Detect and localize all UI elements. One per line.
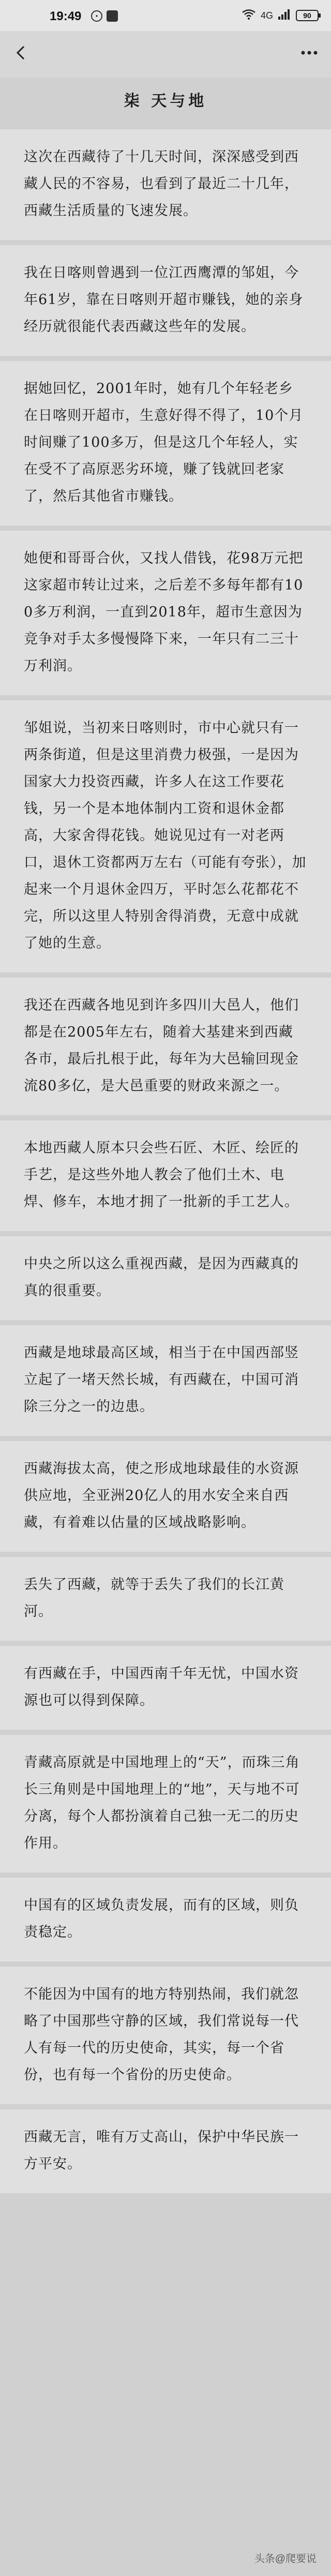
paragraph: 据她回忆，2001年时，她有几个年轻老乡在日喀则开超市，生意好得不得了，10个月时间赚了100多万，但是这几个年轻人，实在受不了高原恶劣环境，赚了钱就回老家了，然后其他省市赚钱。 (0, 361, 331, 526)
back-arrow-icon[interactable] (11, 43, 30, 62)
article-title: 柒 天与地 (124, 92, 207, 110)
paragraph: 青藏高原就是中国地理上的“天”，而珠三角长三角则是中国地理上的“地”，天与地不可分离，每个人都扮演着自己独一无二的历史作用。 (0, 1735, 331, 1873)
status-time: 19:49 (50, 9, 82, 23)
paragraph: 西藏无言，唯有万丈高山，保护中华民族一方平安。 (0, 2109, 331, 2193)
paragraph: 她便和哥哥合伙，又找人借钱，花98万元把这家超市转让过来，之后差不多每年都有100多万利润，一直到2018年，超市生意因为竞争对手太多慢慢降下来，一年只有二三十万利润。 (0, 531, 331, 695)
more-icon[interactable] (299, 43, 320, 62)
notification-icon: • (91, 10, 102, 22)
nav-bar (0, 31, 331, 78)
article-body (0, 129, 331, 2198)
paragraph: 中国有的区域负责发展，而有的区域，则负责稳定。 (0, 1878, 331, 1961)
paragraph: 我在日喀则曾遇到一位江西鹰潭的邹姐，今年61岁，靠在日喀则开超市赚钱，她的亲身经历就很能代表西藏这些年的发展。 (0, 245, 331, 356)
paragraph: 这次在西藏待了十几天时间，深深感受到西藏人民的不容易，也看到了最近二十几年，西藏生活质量的飞速发展。 (0, 129, 331, 240)
paragraph: 本地西藏人原本只会些石匠、木匠、绘匠的手艺，是这些外地人教会了他们土木、电焊、修车，本地才拥了一批新的手工艺人。 (0, 1120, 331, 1231)
status-icons (242, 8, 319, 23)
paragraph: 西藏是地球最高区域，相当于在中国西部竖立起了一堵天然长城，有西藏在，中国可消除三分之一的边患。 (0, 1325, 331, 1436)
paragraph: 不能因为中国有的地方特别热闹，我们就忽略了中国那些守静的区域，我们常说每一代人有每一代的历史使命，其实，每一个省份，也有每一个省份的历史使命。 (0, 1967, 331, 2104)
watermark: 头条@爬要说 (254, 2553, 317, 2565)
paragraph: 丢失了西藏，就等于丢失了我们的长江黄河。 (0, 1557, 331, 1641)
wifi-icon (242, 9, 255, 22)
network-type-label: 4G (260, 10, 273, 21)
paragraph: 有西藏在手，中国西南千年无忧，中国水资源也可以得到保障。 (0, 1646, 331, 1730)
battery-icon (296, 10, 319, 21)
paragraph: 西藏海拔太高，使之形成地球最佳的水资源供应地，全亚洲20亿人的用水安全来自西藏，有着难以估量的区域战略影响。 (0, 1441, 331, 1552)
app-notification-icon (107, 10, 118, 22)
status-bar (0, 0, 331, 31)
battery-level: 90 (303, 11, 311, 20)
signal-icon (278, 9, 291, 22)
paragraph: 我还在西藏各地见到许多四川大邑人，他们都是在2005年左右，随着大基建来到西藏各市，最后扎根于此，每年为大邑输回现金流80多亿，是大邑重要的财政来源之一。 (0, 978, 331, 1115)
paragraph: 邹姐说，当初来日喀则时，市中心就只有一两条街道，但是这里消费力极强，一是因为国家大力投资西藏，许多人在这工作要花钱，另一个是本地体制内工资和退休金都高，大家舍得花钱。她说见过有一对老两口，退休工资都两万左右（可能有夸张），加起来一个月退休金四万，平时怎么花都花不完，所以这里人特别舍得消费，无意中成就了她的生意。 (0, 700, 331, 972)
paragraph: 中央之所以这么重视西藏，是因为西藏真的真的很重要。 (0, 1236, 331, 1320)
